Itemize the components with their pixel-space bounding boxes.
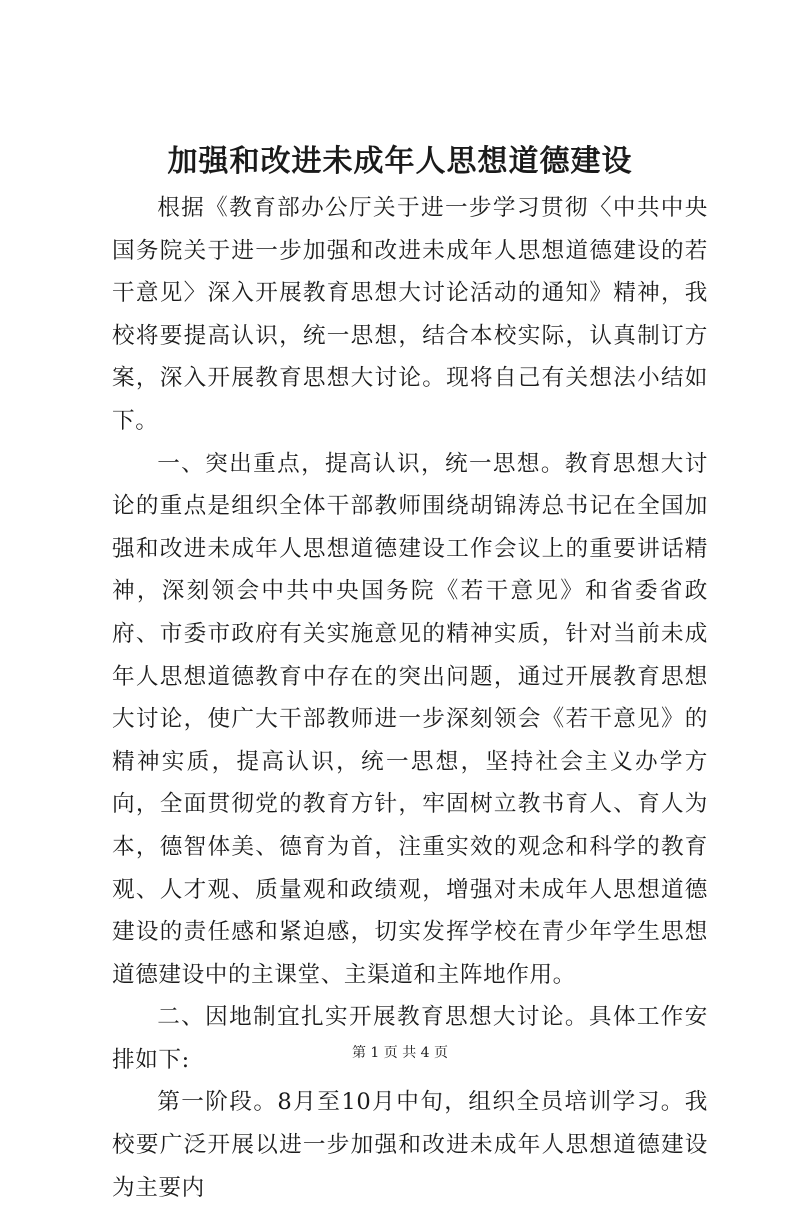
page-number-footer: 第 1 页 共 4 页 [351, 1045, 449, 1061]
paragraph-section-one: 一、突出重点，提高认识，统一思想。教育思想大讨论的重点是组织全体干部教师围绕胡锦涛总书记在全国加强和改进未成年人思想道德建设工作会议上的重要讲话精神，深刻领会中共中央国务院《若干意见》和省委省政府、市委市政府有关实施意见的精神实质，针对当前未成年人思想道德教育中存在的突出问题，通过开展教育思想大讨论，使广大干部教师进一步深刻领会《若干意见》的精神实质，提高认识，统一思想，坚持社会主义办学方向，全面贯彻党的教育方针，牢固树立教书育人、育人为本，德智体美、德育为首，注重实效的观念和科学的教育观、人才观、质量观和政绩观，增强对未成年人思想道德建设的责任感和紧迫感，切实发挥学校在青少年学生思想道德建设中的主课堂、主渠道和主阵地作用。 [112, 450, 708, 988]
document-title: 加强和改进未成年人思想道德建设 [167, 144, 633, 179]
paragraph-intro: 根据《教育部办公厅关于进一步学习贯彻〈中共中央国务院关于进一步加强和改进未成年人思想道德建设的若干意见〉深入开展教育思想大讨论活动的通知》精神，我校将要提高认识，统一思想，结合本校实际，认真制订方案，深入开展教育思想大讨论。现将自己有关想法小结如下。 [112, 195, 708, 434]
paragraph-stage-one: 第一阶段。8月至10月中旬，组织全员培训学习。我校要广泛开展以进一步加强和改进未成年人思想道德建设为主要内 [112, 1089, 708, 1201]
paragraph-section-two: 二、因地制宜扎实开展教育思想大讨论。具体工作安排如下: [112, 1004, 708, 1073]
